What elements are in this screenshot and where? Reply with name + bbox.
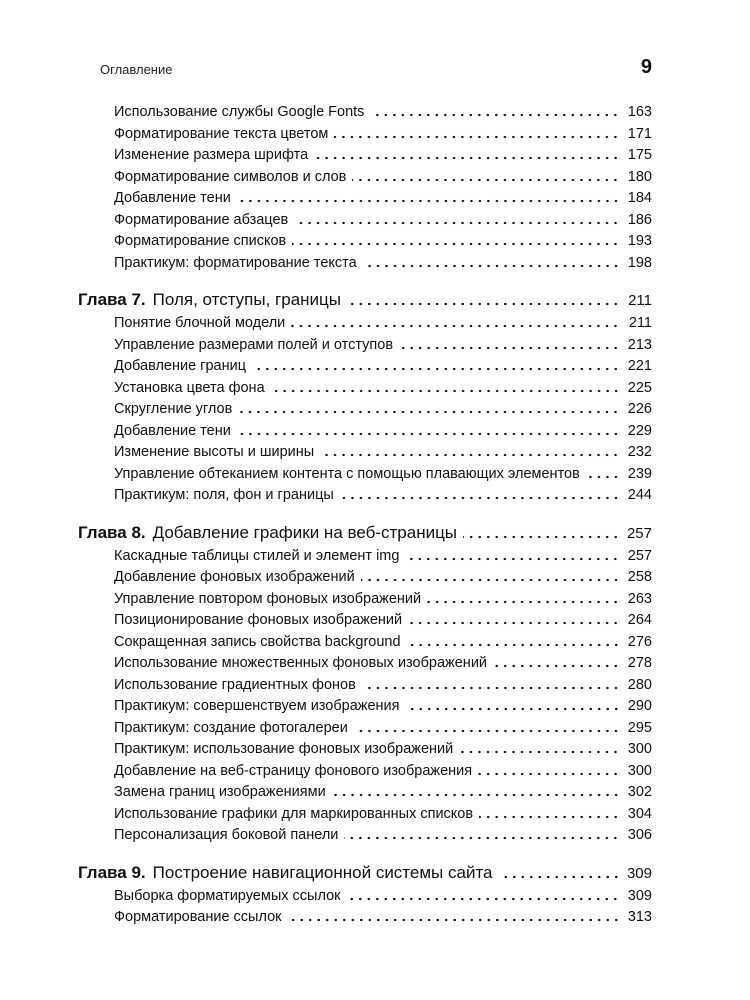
toc-entry-title: Позиционирование фоновых изображений [114,612,403,628]
toc-entry-page: 193 [627,233,652,249]
dot-leader [459,740,620,754]
toc-entry[interactable] [78,102,652,124]
toc-entry-title: Каскадные таблицы стилей и элемент img [114,547,400,564]
toc-entry[interactable] [78,335,652,357]
toc-entry-page: 186 [627,211,652,228]
toc-entry-title: Практикум: использование фоновых изображений [114,741,454,757]
toc-entry-title: Понятие блочной модели [114,315,286,331]
dot-leader [493,654,620,668]
dot-leader [427,590,620,604]
toc-entry-title: Форматирование абзацев [114,211,289,228]
toc-entry-title: Практикум: создание фотогалереи [114,719,348,736]
toc-entry-page: 225 [627,379,652,396]
dot-leader [237,422,620,436]
dot-leader [294,211,620,225]
toc-entry[interactable] [78,421,652,443]
toc-entry-page: 295 [627,719,652,736]
toc-entry-title: Добавление на веб-страницу фонового изображения [114,762,473,779]
toc-entry-title: Скругление углов [114,401,233,417]
toc-entry-title: Добавление тени [114,422,231,439]
toc-entry-page: 211 [628,315,652,331]
toc-entry[interactable] [78,231,652,253]
chapter-title: Добавление графики на веб-страницы [152,522,458,542]
dot-leader [408,611,620,625]
toc-entry-page: 276 [627,633,652,650]
dot-leader [320,443,620,457]
toc-entry[interactable] [78,253,652,275]
toc-entry[interactable] [78,907,652,929]
toc-entry[interactable] [78,886,652,908]
toc-entry[interactable] [78,442,652,464]
toc-entry-page: 257 [627,547,652,564]
dot-leader [370,103,620,117]
toc-entry-page: 290 [627,698,652,714]
chapter-page: 257 [626,524,652,542]
toc-entry-title: Выборка форматируемых ссылок [114,887,341,904]
toc-entry-title: Управление размерами полей и отступов [114,336,394,353]
dot-leader [361,568,620,582]
toc-entry[interactable] [78,632,652,654]
toc-entry-title: Форматирование списков [114,233,287,249]
toc-entry[interactable] [78,675,652,697]
table-of-contents [78,102,652,929]
toc-entry[interactable] [78,825,652,847]
toc-entry-page: 278 [627,655,652,671]
toc-entry[interactable] [78,356,652,378]
toc-entry-title: Форматирование символов и слов [114,168,347,185]
chapter-page: 211 [628,292,652,309]
toc-entry-page: 263 [627,590,652,607]
chapter-label: Глава 8. [78,522,146,542]
toc-entry-title: Управление повтором фоновых изображений [114,590,422,607]
toc-entry[interactable] [78,378,652,400]
toc-entry[interactable] [78,653,652,675]
toc-entry[interactable] [78,567,652,589]
toc-entry[interactable] [78,718,652,740]
toc-entry[interactable] [78,313,652,335]
toc-entry-page: 309 [627,887,652,904]
dot-leader [463,523,620,539]
dot-leader [271,379,620,393]
toc-entry-title: Персонализация боковой панели [114,827,339,843]
toc-entry[interactable] [78,739,652,761]
toc-chapter-9[interactable] [78,861,652,885]
toc-chapter-7[interactable] [78,288,652,312]
toc-entry-page: 304 [627,805,652,822]
toc-entry[interactable] [78,546,652,568]
toc-entry-page: 198 [627,254,652,271]
toc-entry[interactable] [78,210,652,232]
toc-entry-title: Использование службы Google Fonts [114,104,365,120]
dot-leader [362,676,620,690]
toc-entry-title: Использование градиентных фонов [114,676,356,693]
dot-leader [292,232,620,246]
dot-leader [405,547,620,561]
dot-leader [406,697,621,711]
toc-entry[interactable] [78,167,652,189]
toc-entry[interactable] [78,464,652,486]
toc-entry-title: Практикум: форматирование текста [114,254,357,271]
dot-leader [352,168,620,182]
dot-leader [237,189,620,203]
toc-entry-title: Форматирование ссылок [114,909,282,925]
toc-entry[interactable] [78,761,652,783]
toc-entry-page: 213 [627,336,652,353]
page-header [100,56,652,80]
toc-entry-title: Форматирование текста цветом [114,125,329,142]
toc-entry[interactable] [78,610,652,632]
toc-entry-page: 175 [627,147,652,163]
dot-leader [354,719,620,733]
toc-entry[interactable] [78,485,652,507]
toc-entry-title: Сокращенная запись свойства background [114,633,401,650]
toc-entry[interactable] [78,696,652,718]
toc-entry[interactable] [78,782,652,804]
toc-entry-title: Использование графики для маркированных списков [114,805,474,822]
toc-entry-page: 302 [627,784,652,800]
toc-entry[interactable] [78,124,652,146]
dot-leader [363,254,620,268]
dot-leader [344,826,620,840]
dot-leader [334,125,620,139]
toc-entry-page: 221 [627,358,652,374]
dot-leader [252,357,620,371]
toc-entry-page: 300 [627,741,652,757]
toc-entry-page: 300 [627,762,652,779]
chapter-label: Глава 7. [78,290,146,309]
toc-entry-page: 313 [627,909,652,925]
dot-leader [346,887,620,901]
toc-entry[interactable] [78,145,652,167]
chapter-title: Поля, отступы, границы [152,290,341,309]
toc-entry[interactable] [78,188,652,210]
toc-entry[interactable] [78,399,652,421]
toc-entry-title: Практикум: поля, фон и границы [114,487,334,503]
dot-leader [238,400,620,414]
toc-entry-title: Установка цвета фона [114,379,265,396]
dot-leader [499,863,621,879]
toc-entry-page: 232 [627,444,652,460]
toc-entry-page: 226 [627,401,652,417]
dot-leader [291,314,620,328]
toc-entry-page: 229 [627,422,652,439]
chapter-page: 309 [626,864,652,882]
toc-chapter-8[interactable] [78,521,652,545]
toc-entry-title: Управление обтеканием контента с помощью плавающих элементов [114,465,580,482]
toc-entry-title: Использование множественных фоновых изображений [114,655,488,671]
dot-leader [478,762,620,776]
toc-entry-page: 239 [627,465,652,482]
toc-entry-page: 171 [627,125,652,142]
dot-leader [347,290,620,306]
toc-entry-page: 184 [627,190,652,206]
dot-leader [288,908,621,922]
toc-entry-page: 244 [627,487,652,503]
toc-entry-page: 306 [627,827,652,843]
dot-leader [332,783,620,797]
toc-entry[interactable] [78,804,652,826]
toc-entry-title: Замена границ изображениями [114,784,326,800]
toc-entry-page: 264 [627,612,652,628]
toc-entry-page: 163 [627,104,652,120]
toc-entry[interactable] [78,589,652,611]
toc-entry-title: Добавление фоновых изображений [114,569,355,585]
toc-entry-page: 180 [627,168,652,185]
toc-entry-title: Добавление тени [114,190,231,206]
toc-entry-page: 280 [627,676,652,693]
dot-leader [407,633,620,647]
running-title: Оглавление [100,62,173,77]
chapter-label: Глава 9. [78,862,146,882]
toc-entry-title: Практикум: совершенствуем изображения [114,698,400,714]
dot-leader [479,805,620,819]
chapter-title: Построение навигационной системы сайта [152,862,493,882]
dot-leader [586,465,620,479]
dot-leader [340,486,620,500]
dot-leader [399,336,620,350]
toc-entry-title: Изменение высоты и ширины [114,444,315,460]
toc-entry-page: 258 [627,569,652,585]
toc-entry-title: Изменение размера шрифта [114,147,309,163]
page-number: 9 [640,56,652,78]
dot-leader [314,146,620,160]
toc-entry-title: Добавление границ [114,358,247,374]
